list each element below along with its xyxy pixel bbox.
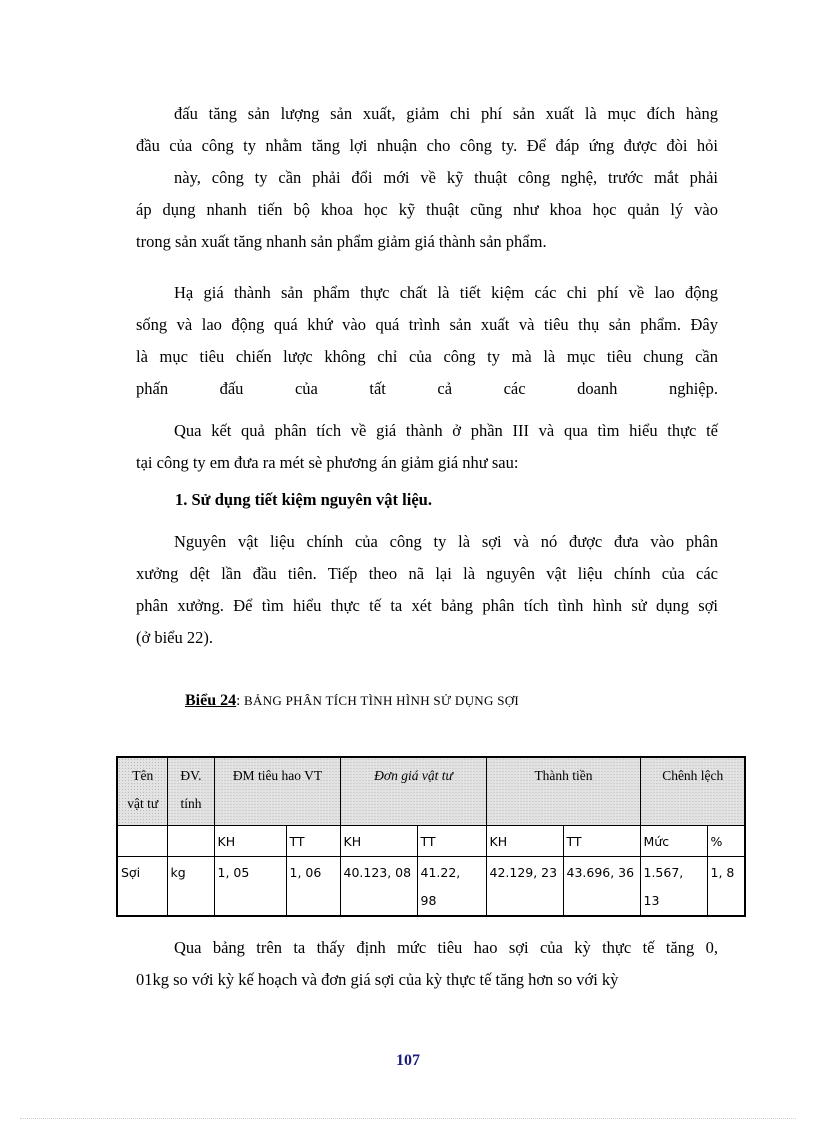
material-usage-table [116,756,746,917]
subheader-norm-kh: KH [214,826,286,857]
cell-norm-tt: 1, 06 [286,857,340,917]
table-subheader-row [117,826,745,857]
paragraph-5 [136,932,718,996]
text-line: phấn đấu của tất cả các doanh nghiệp. [136,379,718,398]
caption-label: Biểu 24 [185,692,237,709]
text-line: sống và lao động quá khứ vào quá trình sản xuất và tiêu thụ sản phẩm. Đây [136,315,718,334]
table-cell [117,826,167,857]
text-line: xưởng dệt lần đầu tiên. Tiếp theo nã lại là nguyên vật liệu chính của các [136,564,718,583]
subheader-diff-pct: % [707,826,745,857]
cell-price-tt: 41.22, 98 [417,857,486,917]
text-line: là mục tiêu chiến lược không chỉ của công ty mà là mục tiêu chung cần [136,347,718,366]
table-caption [185,692,519,710]
subheader-price-tt: TT [417,826,486,857]
subheader-norm-tt: TT [286,826,340,857]
text-line: 01kg so với kỳ kế hoạch và đơn giá sợi của kỳ thực tế tăng hơn so với kỳ [136,970,619,989]
text-line: Hạ giá thành sản phẩm thực chất là tiết kiệm các chi phí về lao động [174,283,718,302]
paragraph-1 [136,98,718,258]
text-line: áp dụng nhanh tiến bộ khoa học kỹ thuật cũng như khoa học quản lý vào [136,200,718,219]
cell-amount-tt: 43.696, 36 [563,857,640,917]
cell-name: Sợi [117,857,167,917]
page-number: 107 [396,1052,420,1069]
text-line: (ở biểu 22). [136,628,213,647]
header-amount: Thành tiền [486,757,640,826]
section-heading: 1. Sử dụng tiết kiệm nguyên vật liệu. [175,490,432,509]
text-line: đầu của công ty nhằm tăng lợi nhuận cho công ty. Để đáp ứng được đòi hỏi [136,136,718,155]
cell-unit: kg [167,857,214,917]
header-price: Đơn giá vật tư [340,757,486,826]
text-line: phân xưởng. Để tìm hiểu thực tế ta xét bảng phân tích tình hình sử dụng sợi [136,596,718,615]
caption-separator: : [236,693,241,709]
header-unit: ĐV. tính [167,757,214,826]
text-line: Qua bảng trên ta thấy định mức tiêu hao sợi của kỳ thực tế tăng 0, [174,938,718,957]
cell-diff-pct: 1, 8 [707,857,745,917]
header-diff: Chênh lệch [640,757,745,826]
caption-title: BẢNG PHÂN TÍCH TÌNH HÌNH SỬ DỤNG SỢI [244,693,520,708]
cell-norm-kh: 1, 05 [214,857,286,917]
paragraph-3 [136,415,718,479]
subheader-price-kh: KH [340,826,417,857]
text-line: Qua kết quả phân tích về giá thành ở phần III và qua tìm hiểu thực tế [174,421,718,440]
paragraph-4 [136,526,718,654]
page-bottom-divider [20,1118,796,1119]
subheader-diff-muc: Mức [640,826,707,857]
text-line: trong sản xuất tăng nhanh sản phẩm giảm giá thành sản phẩm. [136,232,547,251]
text-line: Nguyên vật liệu chính của công ty là sợi và nó được đưa vào phân [174,532,718,551]
cell-amount-kh: 42.129, 23 [486,857,563,917]
text-line: tại công ty em đưa ra mét sè phương án giảm giá như sau: [136,453,519,472]
header-norm: ĐM tiêu hao VT [214,757,340,826]
table-cell [167,826,214,857]
subheader-amount-kh: KH [486,826,563,857]
cell-diff-muc: 1.567, 13 [640,857,707,917]
paragraph-2 [136,277,718,405]
subheader-amount-tt: TT [563,826,640,857]
header-name: Tên vật tư [117,757,167,826]
table-header-row [117,757,745,826]
text-line: đấu tăng sản lượng sản xuất, giảm chi phí sản xuất là mục đích hàng [174,104,718,123]
text-line: này, công ty cần phải đổi mới về kỹ thuật công nghệ, trước mắt phải [174,168,718,187]
table-row [117,857,745,917]
cell-price-kh: 40.123, 08 [340,857,417,917]
